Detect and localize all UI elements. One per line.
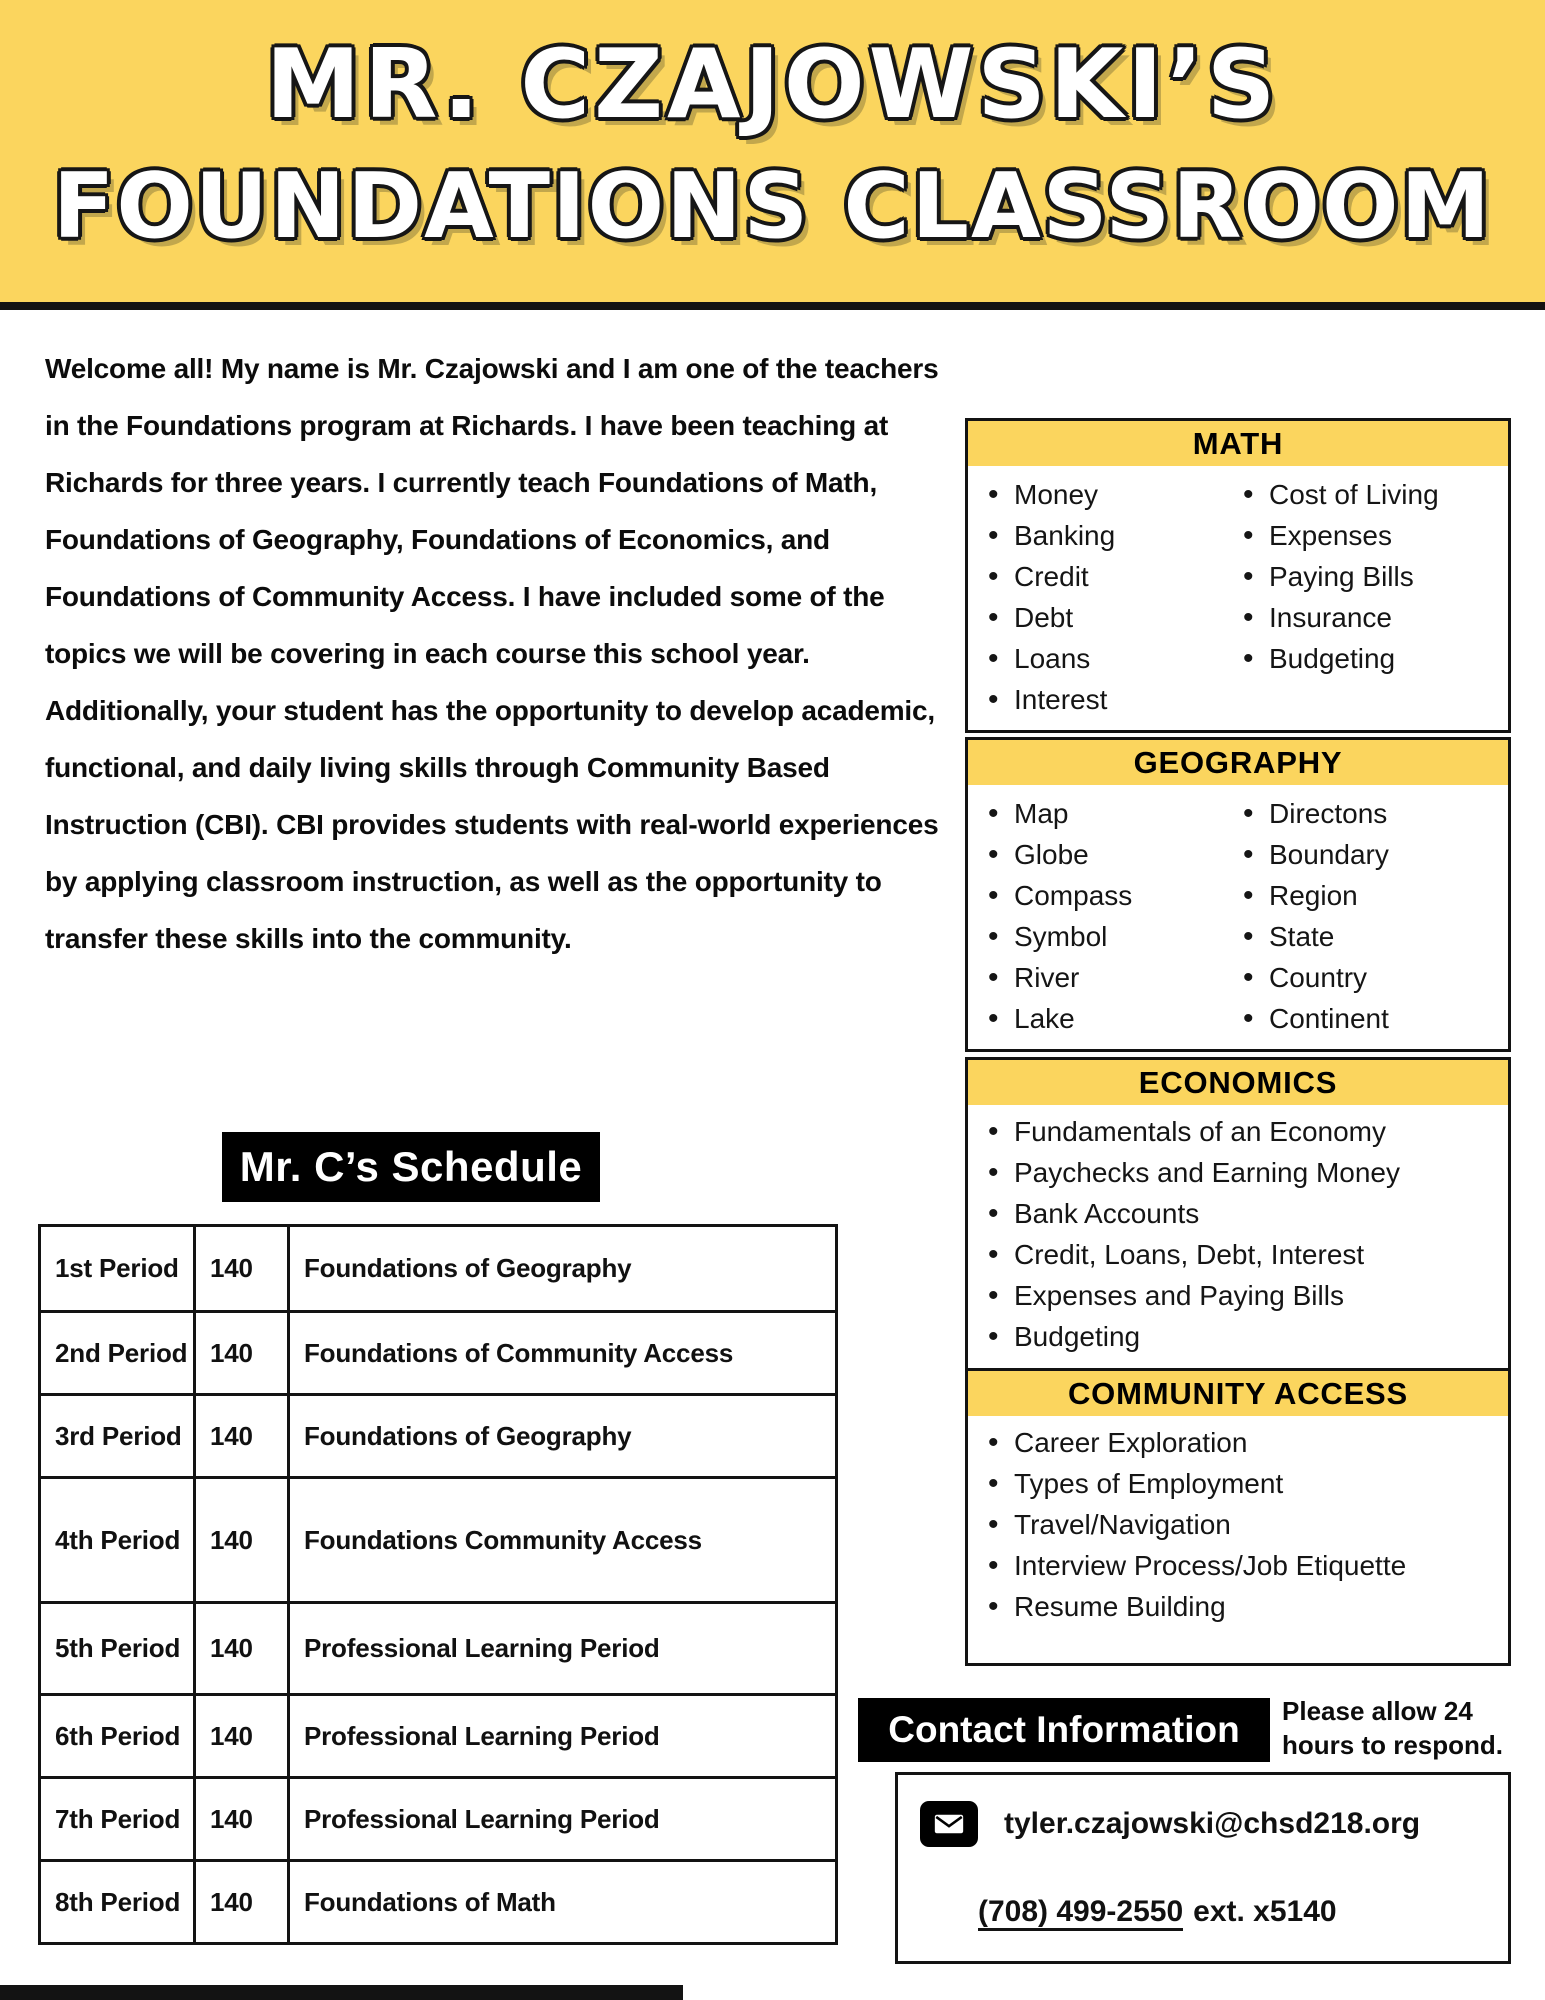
list-item: • Interview Process/Job Etiquette bbox=[974, 1545, 1508, 1586]
schedule-table bbox=[38, 1224, 838, 1945]
list-item: • Debt bbox=[974, 597, 1229, 638]
schedule-title: Mr. C’s Schedule bbox=[222, 1132, 600, 1202]
list-item: • River bbox=[974, 957, 1229, 998]
table-row bbox=[41, 1310, 835, 1393]
list-item: • Resume Building bbox=[974, 1586, 1508, 1627]
room-cell: 140 bbox=[193, 1862, 287, 1942]
list-item: • Expenses and Paying Bills bbox=[974, 1275, 1508, 1316]
course-cell: Foundations of Math bbox=[287, 1862, 835, 1942]
subject-title: MATH bbox=[968, 421, 1508, 466]
list-item: • Directons bbox=[1229, 793, 1508, 834]
room-cell: 140 bbox=[193, 1696, 287, 1776]
course-cell: Foundations of Community Access bbox=[287, 1313, 835, 1393]
period-cell: 7th Period bbox=[55, 1803, 181, 1834]
period-cell: 6th Period bbox=[55, 1720, 181, 1751]
list-item: • Continent bbox=[1229, 998, 1508, 1039]
list-item: • Credit bbox=[974, 556, 1229, 597]
table-row bbox=[41, 1476, 835, 1601]
contact-title: Contact Information bbox=[858, 1698, 1270, 1762]
course-cell: Professional Learning Period bbox=[287, 1696, 835, 1776]
period-cell: 5th Period bbox=[55, 1633, 181, 1663]
list-item: • Types of Employment bbox=[974, 1463, 1508, 1504]
response-note: Please allow 24 hours to respond. bbox=[1282, 1696, 1503, 1760]
list-item: • Region bbox=[1229, 875, 1508, 916]
subject-title: GEOGRAPHY bbox=[968, 740, 1508, 785]
subject-box-math bbox=[965, 418, 1511, 733]
room-cell: 140 bbox=[193, 1396, 287, 1476]
period-cell: 1st Period bbox=[55, 1253, 179, 1283]
course-cell: Foundations Community Access bbox=[287, 1479, 835, 1601]
list-item: • Travel/Navigation bbox=[974, 1504, 1508, 1545]
list-item: • Symbol bbox=[974, 916, 1229, 957]
room-cell: 140 bbox=[193, 1779, 287, 1859]
room-cell: 140 bbox=[193, 1604, 287, 1693]
contact-card bbox=[895, 1772, 1511, 1964]
list-item: • Budgeting bbox=[1229, 638, 1508, 679]
period-cell: 8th Period bbox=[55, 1886, 181, 1917]
subject-box-geography bbox=[965, 737, 1511, 1052]
list-item: • Country bbox=[1229, 957, 1508, 998]
email-icon bbox=[920, 1801, 978, 1847]
room-cell: 140 bbox=[193, 1227, 287, 1310]
list-item: • Banking bbox=[974, 515, 1229, 556]
period-cell: 3rd Period bbox=[55, 1420, 182, 1451]
room-cell: 140 bbox=[193, 1479, 287, 1601]
title-line-2: FOUNDATIONS CLASSROOM bbox=[52, 154, 1493, 259]
subject-columns bbox=[968, 785, 1508, 1049]
period-cell: 2nd Period bbox=[55, 1337, 188, 1368]
list-item: • Expenses bbox=[1229, 515, 1508, 556]
table-row bbox=[41, 1601, 835, 1693]
list-item: • Loans bbox=[974, 638, 1229, 679]
list-item: • Interest bbox=[974, 679, 1229, 720]
subject-list-left bbox=[974, 793, 1229, 1039]
subject-columns bbox=[968, 466, 1508, 730]
email-row bbox=[920, 1801, 1420, 1847]
subject-list bbox=[974, 1111, 1508, 1357]
subject-title: COMMUNITY ACCESS bbox=[968, 1371, 1508, 1416]
title-line-1: MR. CZAJOWSKI’S bbox=[265, 30, 1280, 140]
subject-columns bbox=[968, 1416, 1508, 1641]
course-cell: Foundations of Geography bbox=[287, 1396, 835, 1476]
subject-box-community-access bbox=[965, 1368, 1511, 1666]
subject-box-economics bbox=[965, 1057, 1511, 1374]
list-item: • Money bbox=[974, 474, 1229, 515]
list-item: • Insurance bbox=[1229, 597, 1508, 638]
phone-link[interactable]: (708) 499-2550 bbox=[978, 1895, 1183, 1931]
subject-list-right bbox=[1229, 474, 1508, 720]
list-item: • State bbox=[1229, 916, 1508, 957]
table-row bbox=[41, 1693, 835, 1776]
list-item: • Budgeting bbox=[974, 1316, 1508, 1357]
footer-bar bbox=[0, 1985, 683, 2000]
intro-paragraph: Welcome all! My name is Mr. Czajowski and I am one of the teachers in the Foundations program at Richards. I have been teaching at Richards for three years. I currently teach Foundations of Math, Foundations of Geography, Foundations of Economics, and Foundations of Community Access. I have included some of the topics we will be covering in each course this school year. Additionally, your student has the opportunity to develop academic, functional, and daily living skills through Community Based Instruction (CBI). CBI provides students with real-world experiences by applying classroom instruction, as well as the opportunity to transfer these skills into the community. bbox=[45, 353, 939, 954]
table-row bbox=[41, 1859, 835, 1942]
subject-title: ECONOMICS bbox=[968, 1060, 1508, 1105]
list-item: • Paychecks and Earning Money bbox=[974, 1152, 1508, 1193]
table-row bbox=[41, 1393, 835, 1476]
phone-extension: ext. x5140 bbox=[1193, 1895, 1337, 1928]
header-banner bbox=[0, 0, 1545, 310]
list-item: • Paying Bills bbox=[1229, 556, 1508, 597]
list-item: • Boundary bbox=[1229, 834, 1508, 875]
subject-columns bbox=[968, 1105, 1508, 1371]
table-row bbox=[41, 1227, 835, 1310]
room-cell: 140 bbox=[193, 1313, 287, 1393]
list-item: • Career Exploration bbox=[974, 1422, 1508, 1463]
list-item: • Lake bbox=[974, 998, 1229, 1039]
phone-row bbox=[978, 1895, 1337, 1929]
subject-list-right bbox=[1229, 793, 1508, 1039]
course-cell: Professional Learning Period bbox=[287, 1604, 835, 1693]
list-item: • Bank Accounts bbox=[974, 1193, 1508, 1234]
course-cell: Foundations of Geography bbox=[287, 1227, 835, 1310]
period-cell: 4th Period bbox=[55, 1524, 181, 1555]
list-item: • Map bbox=[974, 793, 1229, 834]
list-item: • Cost of Living bbox=[1229, 474, 1508, 515]
list-item: • Fundamentals of an Economy bbox=[974, 1111, 1508, 1152]
email-address: tyler.czajowski@chsd218.org bbox=[1004, 1807, 1421, 1840]
course-cell: Professional Learning Period bbox=[287, 1779, 835, 1859]
list-item: • Globe bbox=[974, 834, 1229, 875]
table-row bbox=[41, 1776, 835, 1859]
subject-list-left bbox=[974, 474, 1229, 720]
subject-list bbox=[974, 1422, 1508, 1627]
list-item: • Credit, Loans, Debt, Interest bbox=[974, 1234, 1508, 1275]
list-item: • Compass bbox=[974, 875, 1229, 916]
